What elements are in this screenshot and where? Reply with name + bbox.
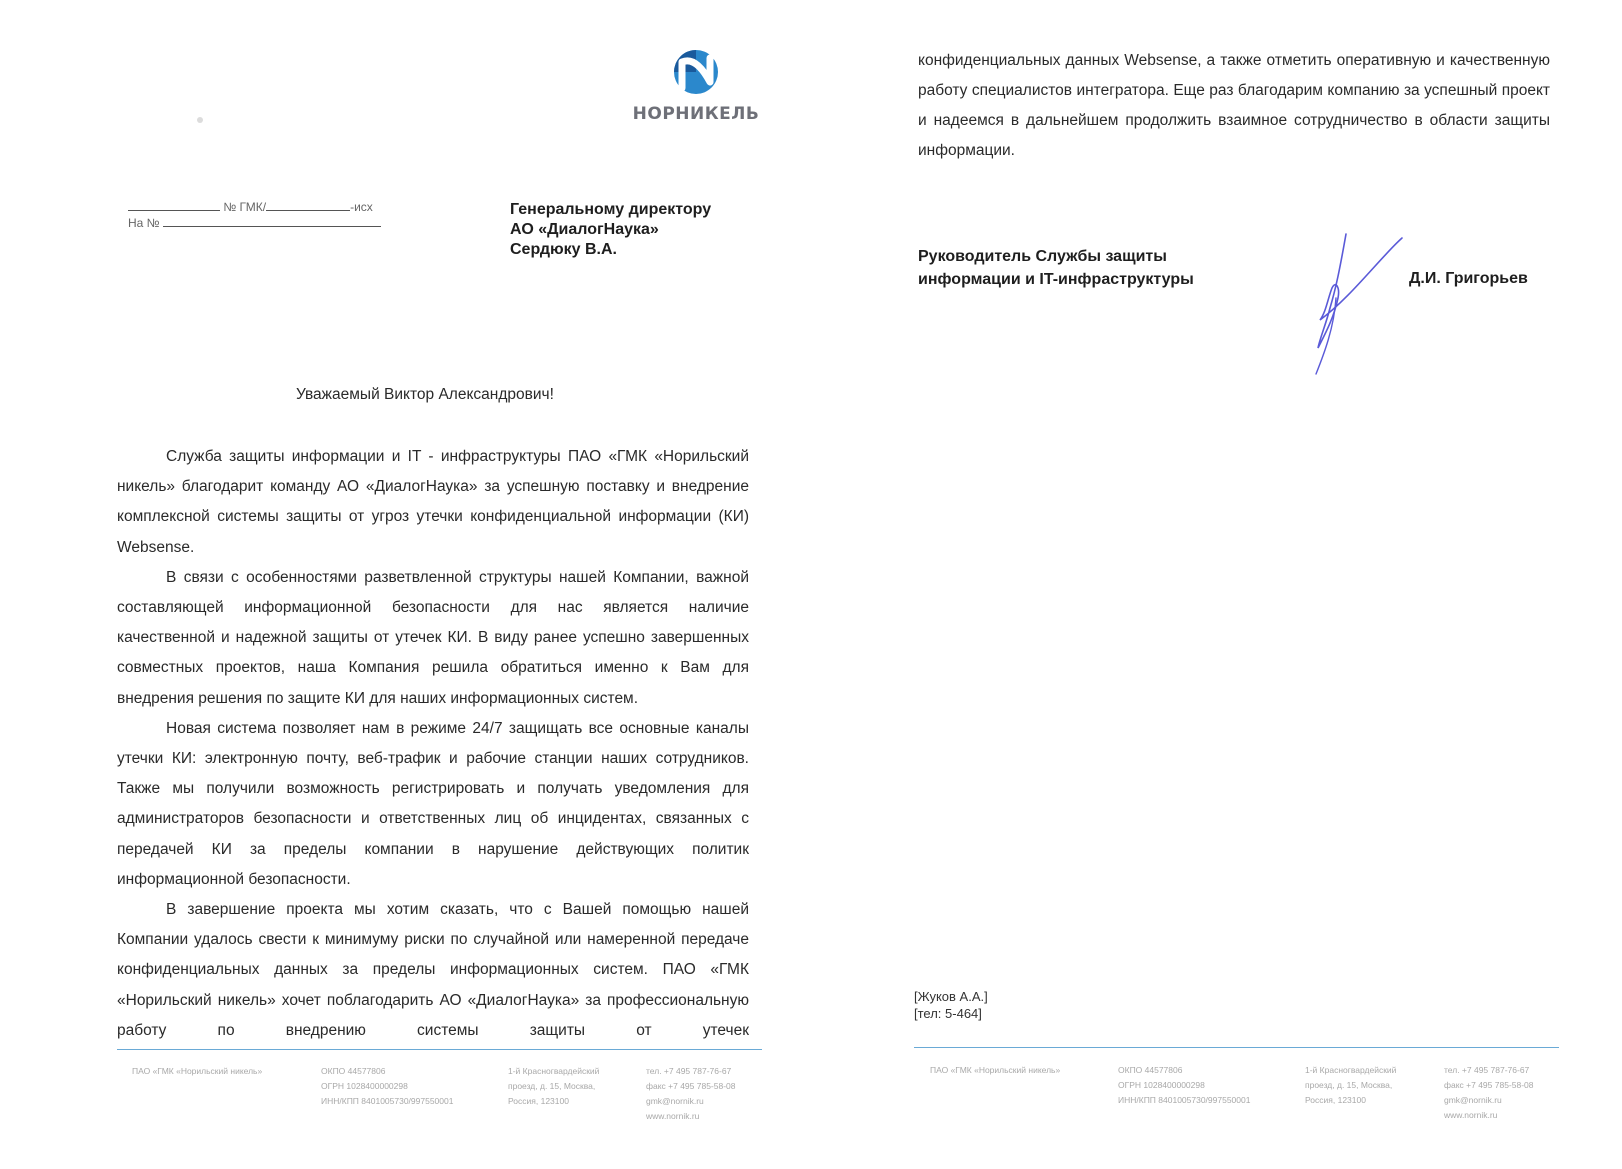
footer-email: gmk@nornik.ru — [646, 1096, 704, 1106]
footer-okpo: ОКПО 44577806 — [321, 1066, 386, 1076]
footer-address-line: 1-й Красногвардейский — [508, 1066, 600, 1076]
signatory-title — [918, 245, 1194, 291]
footer-divider — [914, 1047, 1559, 1048]
footer-address-line: Россия, 123100 — [508, 1096, 569, 1106]
letter-body-left — [117, 442, 749, 1046]
number-label: № ГМК/ — [223, 200, 267, 214]
footer-contacts — [1444, 1063, 1534, 1123]
addressee-block — [510, 200, 711, 260]
footer-ogrn: ОГРН 1028400000298 — [321, 1081, 408, 1091]
footer-fax: факс +7 495 785-58-08 — [646, 1081, 736, 1091]
footer-company: ПАО «ГМК «Норильский никель» — [930, 1065, 1061, 1075]
footer-address-line: Россия, 123100 — [1305, 1095, 1366, 1105]
paragraph: В завершение проекта мы хотим сказать, что с Вашей помощью нашей Компании удалось свести к минимуму риски по случайной или намеренной передаче конфиденциальных данных за пределы информационных систем. ПАО «ГМК «Норильский никель» хочет поблагодарить АО «ДиалогНаука» за профессиональную работу по внедрению системы защиты от утечек — [117, 901, 749, 1039]
contact-person — [914, 988, 988, 1022]
paragraph: конфиденциальных данных Websense, а также отметить оперативную и качественную работу специалистов интегратора. Еще раз благодарим компанию за успешный проект и надеемся в дальнейшем продолжить взаимное сотрудничество в области защиты информации. — [918, 52, 1550, 159]
footer-inn: ИНН/КПП 8401005730/997550001 — [321, 1096, 454, 1106]
footer-address-line: 1-й Красногвардейский — [1305, 1065, 1397, 1075]
footer-ogrn: ОГРН 1028400000298 — [1118, 1080, 1205, 1090]
footer-fax: факс +7 495 785-58-08 — [1444, 1080, 1534, 1090]
footer-divider — [117, 1049, 762, 1050]
signatory-title-line2: информации и IT-инфраструктуры — [918, 271, 1194, 288]
footer-address-line: проезд, д. 15, Москва, — [508, 1081, 596, 1091]
signatory-title-line1: Руководитель Службы защиты — [918, 248, 1167, 265]
nornickel-logo-icon — [660, 48, 732, 100]
footer-web: www.nornik.ru — [646, 1111, 700, 1121]
footer-phone: тел. +7 495 787-76-67 — [646, 1066, 732, 1076]
paragraph: В связи с особенностями разветвленной структуры нашей Компании, важной составляющей информационной безопасности для нас является наличие качественной и надежной защиты от утечек КИ. В виду ранее успешно завершенных совместных проектов, наша Компания решила обратиться именно к Вам для внедрения решения по защите КИ для наших информационных систем. — [117, 568, 749, 707]
outgoing-number-field — [128, 200, 373, 214]
footer-address — [1305, 1063, 1396, 1108]
salutation: Уважаемый Виктор Александрович! — [296, 386, 554, 403]
footer-address — [508, 1064, 599, 1109]
footer-registration — [1118, 1063, 1250, 1108]
footer-phone: тел. +7 495 787-76-67 — [1444, 1065, 1530, 1075]
letter-body-right — [918, 46, 1550, 166]
on-number-label: На № — [128, 216, 160, 230]
contact-name: [Жуков А.А.] — [914, 989, 988, 1004]
addressee-position: Генеральному директору — [510, 201, 712, 218]
company-logo — [626, 48, 766, 128]
footer-inn: ИНН/КПП 8401005730/997550001 — [1118, 1095, 1251, 1105]
contact-phone: [тел: 5-464] — [914, 1006, 982, 1021]
signatory-name: Д.И. Григорьев — [1409, 270, 1528, 287]
handwritten-signature — [1290, 228, 1410, 383]
paragraph: Новая система позволяет нам в режиме 24/7 защищать все основные каналы утечки КИ: электронную почту, веб-трафик и рабочие станции наших сотрудников. Также мы получили возможность регистрировать и получать уведомления для администраторов безопасности и ответственных лиц об инцидентах, связанных с передачей КИ за пределы компании в нарушение действующих политик информационной безопасности. — [117, 719, 749, 888]
footer-company: ПАО «ГМК «Норильский никель» — [132, 1066, 263, 1076]
footer-okpo: ОКПО 44577806 — [1118, 1065, 1183, 1075]
footer-email: gmk@nornik.ru — [1444, 1095, 1502, 1105]
incoming-number-field — [128, 216, 381, 230]
footer-contacts — [646, 1064, 736, 1124]
footer-address-line: проезд, д. 15, Москва, — [1305, 1080, 1393, 1090]
addressee-name: Сердюку В.А. — [510, 241, 617, 258]
footer-registration — [321, 1064, 453, 1109]
footer-web: www.nornik.ru — [1444, 1110, 1498, 1120]
scan-speck — [197, 117, 203, 123]
paragraph: Служба защиты информации и IT - инфраструктуры ПАО «ГМК «Норильский никель» благодарит команду АО «ДиалогНаука» за успешную поставку и внедрение комплексной системы защиты от угроз утечки конфиденциальной информации (КИ) Websense. — [117, 448, 749, 556]
addressee-company: АО «ДиалогНаука» — [510, 221, 659, 238]
logo-wordmark: НОРНИКЕЛЬ — [632, 104, 760, 124]
number-suffix: -исх — [350, 200, 373, 214]
